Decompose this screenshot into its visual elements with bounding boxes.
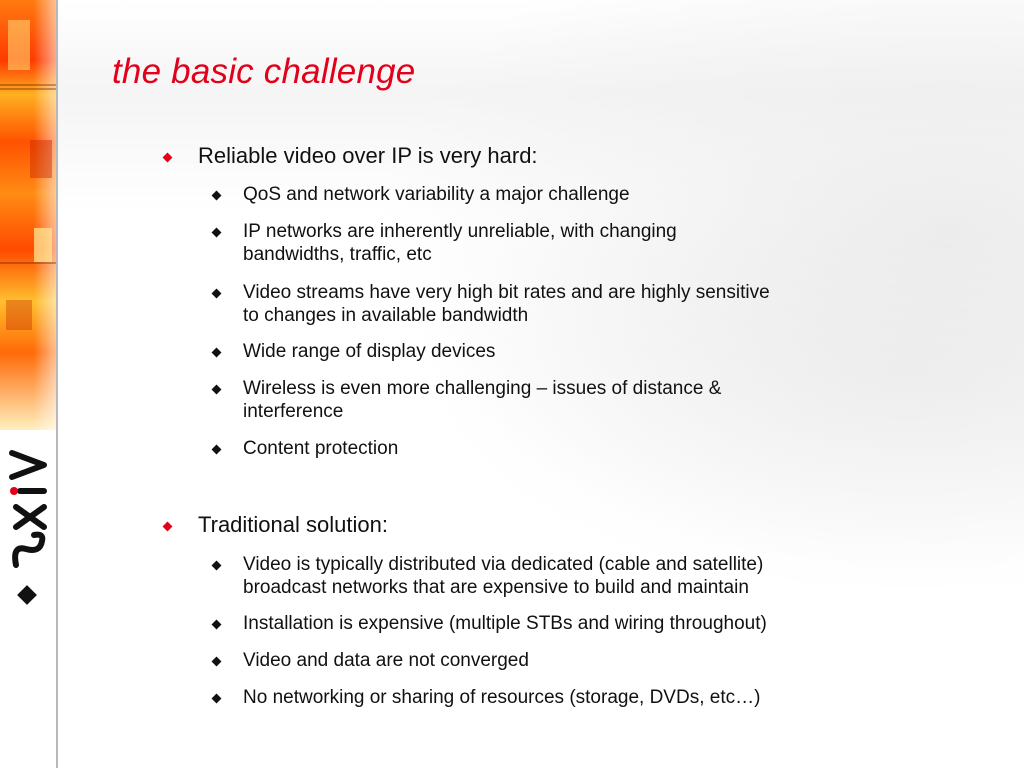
list-item-text: Installation is expensive (multiple STBs and wiring throughout) [243,613,767,634]
section-heading-text: Reliable video over IP is very hard: [198,143,538,168]
list-item-text: Content protection [243,438,399,459]
list-item-text: No networking or sharing of resources (storage, DVDs, etc…) [243,687,761,708]
list-item-text: IP networks are inherently unreliable, with changing [243,221,677,242]
diamond-bullet-icon [212,657,222,667]
section-heading-text: Traditional solution: [198,512,388,537]
list-item-text: interference [243,401,344,422]
diamond-bullet-icon [212,694,222,704]
list-item-text: Video is typically distributed via dedicated (cable and satellite) [243,554,764,575]
list-item-text: bandwidths, traffic, etc [243,244,432,265]
diamond-bullet-icon [212,385,222,395]
list-item-text: QoS and network variability a major challenge [243,184,630,205]
diamond-bullet-icon [163,153,173,163]
list-item-text: Video streams have very high bit rates and are highly sensitive [243,282,770,303]
diamond-bullet-icon [212,561,222,571]
slide-title: the basic challenge [112,52,416,91]
diamond-bullet-icon [212,289,222,299]
list-item-text: Wireless is even more challenging – issues of distance & [243,378,722,399]
list-item-text: to changes in available bandwidth [243,305,529,326]
list-item-text: Video and data are not converged [243,650,529,671]
diamond-bullet-icon [212,228,222,238]
diamond-bullet-icon [212,620,222,630]
diamond-bullet-icon [212,191,222,201]
list-item-text: broadcast networks that are expensive to build and maintain [243,577,749,598]
diamond-bullet-icon [212,348,222,358]
diamond-bullet-icon [212,445,222,455]
diamond-bullet-icon [163,522,173,532]
list-item-text: Wide range of display devices [243,341,496,362]
